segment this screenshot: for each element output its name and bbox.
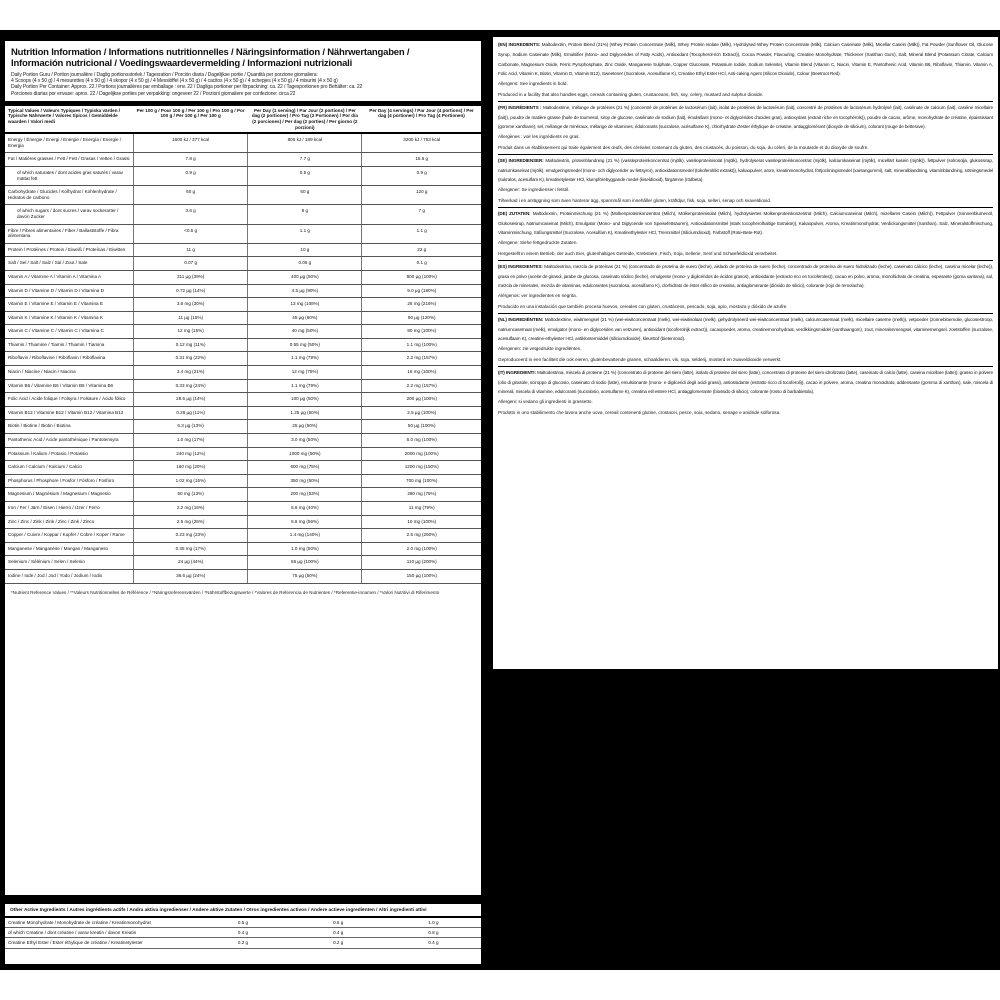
- ingredient-text: [498, 368, 993, 397]
- ingredient-block: [498, 262, 993, 314]
- value-per-day-4: 700 mg (100%): [362, 474, 481, 488]
- value-per-day-2: 1.4 mg (140%): [248, 529, 362, 543]
- serving-line: Daily Portion Per Container: Approx. 22 / Portions journalières par emballage : env. 22 / Dagliga portioner per förpackning: ca. 22 / Tagesportionen pro Behälter: ca. 22: [11, 84, 363, 91]
- allergen-statement: Allergeni: si vedano gli ingredienti in grassetto.: [498, 399, 593, 405]
- nutrition-row: [5, 243, 481, 257]
- nutrition-row: [5, 461, 481, 475]
- serving-line: 4 Scoops (4 x 50 g) / 4 mesurettes (4 x 50 g) / 4 skopor (4 x 50 g) / 4 Messlöffel (4 x 50 g) / 4 cacitos (4 x 50 g) / 4 schepjes (4 x 50 g) / 4 misurini (4 x 50 g): [11, 78, 338, 85]
- language-label: (NL) INGREDIËNTEN:: [498, 316, 544, 322]
- nutrition-row: [5, 556, 481, 570]
- serving-line: Daily Portion Guru / Portion journalière / Daglig portionsstorlek / Tagesration / Porción diaria / Dagelijkse portie / Quantità per porzione giornaliera:: [11, 72, 318, 78]
- value-per-day-2: 1.25 µg (50%): [248, 406, 362, 420]
- nutrient-name: Pantothenic Acid / Acide pantothénique / Pantotensyra: [5, 434, 134, 448]
- value-per-100g: 0.5 g: [195, 918, 290, 928]
- value-per-day-2: 1000 mg (50%): [248, 447, 362, 461]
- value-per-100g: 2.2 mg (16%): [134, 502, 248, 516]
- ingredient-list: Maltodextrine, eiwitmengsel (21 %) (wei-eiwitconcentraat (melk), wei-eiwitisolaat (melk), gehydrolyseerd wei-eiwitconcentraat (melk), calciumcaseïnaat (melk), micellaire caseïne (melk)), vetpoeder (zonnebloemolie, glucosestroop, natriumcaseïnaat (melk), emulgator (mono- en diglyceriden van vetzuren), antioxidant (tocoferolrijk extract)), cacaopoeder, aroma, creatinemonohydraat, verdikkingsmiddel (xanthaangom), zout, mineralenmengsel, vitaminemengsel, zoetstoffen (sucralose, acesulfaam K), creatine-ethylester HCl, antiklontermiddel (siliciumdioxide), kleurstof (bietenrood).: [498, 316, 993, 342]
- header-typical-values: Typical Values / Valeurs Typiques / Typiska värden / Typische Nährwerte / Valores típicos / Gemiddelde waarden / Valori medi: [5, 106, 134, 133]
- value-per-day-4: 2.5 µg (100%): [362, 406, 481, 420]
- value-per-day-4: 3200 kJ / 753 kcal: [362, 133, 481, 153]
- value-per-day-2: 0.2 g: [291, 938, 386, 948]
- value-per-100g: 240 mg (12%): [134, 447, 248, 461]
- nutrition-row: [5, 379, 481, 393]
- value-per-day-4: 2.0 mg (100%): [362, 542, 481, 556]
- nutrient-name: of which saturates / dont acides gras saturés / varav mättat fett: [5, 166, 134, 185]
- ingredient-block: [498, 209, 993, 261]
- value-per-day-4: 26 mg (216%): [362, 298, 481, 312]
- value-per-day-4: 11 mg (79%): [362, 502, 481, 516]
- language-label: (FR) INGRÉDIENTS :: [498, 104, 542, 110]
- value-per-day-4: 15.6 g: [362, 153, 481, 167]
- value-per-100g: 60 g: [134, 186, 248, 205]
- nutrition-row: [5, 502, 481, 516]
- section-divider: [498, 260, 993, 261]
- nutrient-name: Riboflavin / Riboflavine / Riboflavin / Riboflavina: [5, 352, 134, 366]
- nutrient-name: Vitamin D / Vitamine D / Vitamin D / Vitamina D: [5, 284, 134, 298]
- nutrition-table-body: [5, 133, 481, 583]
- nutrition-row: [5, 153, 481, 167]
- nutrient-name: Thiamin / Thiamine / Tiamin / Thiamin / Tiamina: [5, 338, 134, 352]
- nutrient-name: Biotin / Biotine / Biotin / Biotina: [5, 420, 134, 434]
- nutrient-name: Vitamin A / Vitamine A / Vitamin A / Vitamina A: [5, 270, 134, 284]
- facility-note: Hergestellt in einem Betrieb, der auch Eier, glutenhaltiges Getreide, Krebstiere, Fisch, Soja, Sellerie, Senf und Schwefeldioxid verarbeitet.: [498, 250, 778, 256]
- value-per-day-4: 9.0 µg (180%): [362, 284, 481, 298]
- facility-note: Tillverkad i en anläggning som även hanterar ägg, spannmål som innehåller gluten, kräftdjur, fisk, soja, selleri, senap och svaveldioxid.: [498, 197, 772, 203]
- facility-note: Prodotto in uno stabilimento che lavora anche uova, cereali contenenti glutine, crostacei, pesce, soia, sedano, senape e anidride solforosa.: [498, 409, 781, 415]
- nutrition-row: [5, 325, 481, 339]
- nutrition-row: [5, 366, 481, 380]
- nutrition-row: [5, 393, 481, 407]
- value-per-100g: 0.12 mg (11%): [134, 338, 248, 352]
- value-per-day-4: 1.1 mg (100%): [362, 338, 481, 352]
- nutrient-name: Fat / Matières grasses / Fett / Fett / Grasas / Vetten / Grassi: [5, 153, 134, 167]
- value-per-day-4: 6.0 mg (100%): [362, 434, 481, 448]
- value-per-day-2: 45 µg (60%): [248, 311, 362, 325]
- value-per-100g: 0.07 g: [134, 257, 248, 271]
- allergen-statement: Allergener: Se ingredienser i fetstil.: [498, 187, 570, 193]
- ingredient-name: Creatine Monohydrate / Monohydrate de créatine / Kreatinmonohydrat: [5, 918, 195, 928]
- value-per-day-2: 0.55 mg (50%): [248, 338, 362, 352]
- language-label: (SE) INGREDIENSER:: [498, 157, 544, 163]
- serving-line: Porciones diarias por envase: aprox. 22 / Dagelijkse porties per verpakking: ongeveer 22 / Porzioni giornaliere per confezione: circa 22: [11, 90, 296, 97]
- nutrient-name: Copper / Cuivre / Koppar / Kupfer / Cobre / Koper / Rame: [5, 529, 134, 543]
- other-ingredient-row: [5, 918, 481, 928]
- value-per-day-2: 3.0 mg (50%): [248, 434, 362, 448]
- nutrition-row: [5, 311, 481, 325]
- ingredient-text: [498, 156, 993, 185]
- header-per-day-4: Per Day (4 servings) / Par Jour (4 portions) / Per dag (4 portioner) / Pro Tag (4 Portionen): [362, 106, 481, 133]
- value-per-100g: 1.0 mg (17%): [134, 434, 248, 448]
- serving-info: [11, 72, 475, 97]
- nutrition-row: [5, 352, 481, 366]
- other-ingredients-body: [5, 918, 481, 949]
- value-per-day-2: 800 kJ / 189 kcal: [248, 133, 362, 153]
- value-per-day-2: 8 g: [248, 205, 362, 224]
- nutrition-row: [5, 488, 481, 502]
- nutrient-name: Fibre / Fibres alimentaires / Fiber / Ballaststoffe / Fibra alimentaria: [5, 224, 134, 243]
- value-per-day-2: 10 g: [248, 243, 362, 257]
- value-per-100g: 0.72 µg (14%): [134, 284, 248, 298]
- value-per-100g: 24 µg (44%): [134, 556, 248, 570]
- language-label: (DE) ZUTATEN:: [498, 210, 531, 216]
- nutrient-name: Carbohydrate / Glucides / Kolhydrat / Kohlenhydrate / Hidratos de carbono: [5, 186, 134, 205]
- nutrition-title-line-2: Información nutricional / Voedingswaardevermelding / Informazioni nutrizionali: [11, 58, 353, 69]
- facility-note: Producido en una instalación que también procesa huevos, cereales con gluten, crustáceos, pescado, soja, apio, mostaza y dióxido de azufre.: [498, 303, 788, 309]
- nutrient-name: Manganese / Manganèse / Mangan / Manganeso: [5, 542, 134, 556]
- value-per-day-4: 1.0 g: [386, 918, 481, 928]
- value-per-100g: 311 µg (39%): [134, 270, 248, 284]
- ingredient-block: [498, 368, 993, 418]
- value-per-day-4: 22 g: [362, 243, 481, 257]
- value-per-day-4: 280 mg (75%): [362, 488, 481, 502]
- value-per-day-4: 1.1 g: [362, 224, 481, 243]
- ingredient-list: Maltodextrin, Protein Blend (21%) (Whey Protein Concentrate (Milk), Whey Protein Isolate (Milk), Hydrolysed Whey Protein Concentrate (Milk), Calcium Caseinate (Milk), Micellar Casein (Milk)), Fat Powder (Sunflower Oil, Glucose Syrup, Sodium Caseinate (Milk), Emulsifier (Mono- and Diglycerides of Fatty Acids), Antioxidant (Tocopherol-rich Extract)), Cocoa Powder, Flavouring, Creatine Monohydrate, Thickener (Xanthan Gum), Salt, Mineral Blend (Potassium Citrate, Calcium Carbonate, Magnesium Oxide, Ferric Pyrophosphate, Zinc Oxide, Manganese Sulphate, Copper Gluconate, Potassium Iodide, Sodium Selenite), Vitamin Blend (Vitamin C, Niacin, Vitamin E, Pantothenic Acid, Vitamin B6, Riboflavin, Thiamin, Vitamin A, Folic Acid, Vitamin K, Biotin, Vitamin D, Vitamin B12), Sweetener (Sucralose, Acesulfame K), Creatine Ethyl Ester HCl, Anti-caking Agent (Silicon Dioxide), Colour (Beetroot Red).: [498, 42, 993, 77]
- value-per-day-4: 800 µg (100%): [362, 270, 481, 284]
- value-per-day-2: 0.5 g: [248, 166, 362, 185]
- reference-note: *Nutrient Reference Values / **Valeurs Nutritionnelles de Référence / *Näringsreferensvärden / *Nährstoffbezugswerte / *Valores de Referencia de Nutrientes / *Referentie-innamen / *Valori Nutritivi di Riferimento: [11, 589, 440, 595]
- ingredient-block: [498, 103, 993, 155]
- value-per-day-2: 0.5 g: [291, 918, 386, 928]
- value-per-day-4: 1200 mg (150%): [362, 461, 481, 475]
- ingredient-list: Maltodextrin, Proteinmischung (21 %) (Molkenproteinkonzentrat (Milch), Molkenproteinisolat (Milch), hydrolysiertes Molkenproteinkonzentrat (Milch), Calciumcaseinat (Milch), mizellares Casein (Milch)), Fettpulver (Sonnenblumenöl, Glukosesirup, Natriumcaseinat (Milch), Emulgator (Mono- und Diglyceride von Speisefettsäuren), Antioxidationsmittel (stark tocopherolhaltige Extrakte)), Kakaopulver, Aroma, Kreatinmonohydrat, Verdickungsmittel (Xanthan), Salz, Mineralstoffmischung, Vitaminmischung, Süßungsmittel (Sucralose, Acesulfam K), Kreatinethylester HCl, Trennmittel (Siliciumdioxid), Farbstoff (Rote-Bete-Rot).: [498, 210, 993, 236]
- facility-note: Produit dans un établissement qui traite également des œufs, des céréales contenant du gluten, des crustacés, du poisson, du soja, du céleri, de la moutarde et du dioxyde de soufre.: [498, 144, 869, 150]
- value-per-100g: 0.35 mg (17%): [134, 542, 248, 556]
- value-per-day-2: 25 µg (50%): [248, 420, 362, 434]
- nutrition-row: [5, 434, 481, 448]
- ingredients-panel: [493, 37, 998, 669]
- value-per-day-4: 2.5 mg (250%): [362, 529, 481, 543]
- nutrient-name: Salt / Sel / Salt / Salz / Sal / Zout / Sale: [5, 257, 134, 271]
- value-per-100g: 28.5 µg (14%): [134, 393, 248, 407]
- ingredient-list: Maltodextrin, proteinblandning (21 %) (vassleproteinkoncentrat (mjölk), vassleproteinisolat (mjölk), hydrolyserat vassleproteinkoncentrat (mjölk), kalciumkaseinat (mjölk), micellärt kasein (mjölk)), fettpulver (solrosolja, glukossirap, natriumkaseinat (mjölk), emulgeringsmedel (mono- och diglycerider av fettsyror), antioxidationsmedel (tokoferolrikt extrakt)), kakaopulver, arom, kreatinmonohydrat, förtjockningsmedel (xantangummi), salt, mineralblandning, vitaminblandning, sötningsmedel (sukralos, acesulfam K), kreatinetylester HCl, klumpförebyggande medel (kiseldioxid), färgämne (rödbeta).: [498, 157, 993, 183]
- value-per-day-2: 7.7 g: [248, 153, 362, 167]
- value-per-100g: 0.33 mg (24%): [134, 379, 248, 393]
- value-per-100g: 0.4 g: [195, 928, 290, 938]
- language-label: (EN) INGREDIENTS:: [498, 42, 541, 47]
- value-per-day-2: 5.6 mg (56%): [248, 515, 362, 529]
- nutrient-name: Energy / Énergie / Energi / Energie / Energía / Energie / Energia: [5, 133, 134, 153]
- value-per-100g: 0.9 g: [134, 166, 248, 185]
- value-per-100g: 1.02 mg (15%): [134, 474, 248, 488]
- facility-note: Geproduceerd in een faciliteit die ook eieren, glutenbevattende granen, schaaldieren, vis, soja, selderij, mosterd en zwaveldioxide verwerkt.: [498, 356, 782, 362]
- ingredient-block: [498, 40, 993, 102]
- value-per-day-2: 0.05 g: [248, 257, 362, 271]
- value-per-100g: 0.23 mg (23%): [134, 529, 248, 543]
- value-per-100g: 2.5 mg (25%): [134, 515, 248, 529]
- nutrition-row: [5, 205, 481, 224]
- nutrition-row: [5, 569, 481, 583]
- value-per-100g: 3.4 mg (21%): [134, 366, 248, 380]
- nutrition-row: [5, 257, 481, 271]
- value-per-day-2: 55 µg (100%): [248, 556, 362, 570]
- nutrition-row: [5, 542, 481, 556]
- value-per-100g: 6.3 µg (13%): [134, 420, 248, 434]
- nutrient-name: Folic Acid / Acide folique / Folsyra / Folsäure / Ácido fólico: [5, 393, 134, 407]
- section-divider: [498, 101, 993, 102]
- value-per-100g: 36.6 µg (24%): [134, 569, 248, 583]
- header-per-day-2: Per Day (1 serving) / Par Jour (2 portions) / Per dag (2 portioner) / Pro Tag (2 Portionen) / Por día (2 porciones) / Per dag (2 porties) / Per giorno (2 porzioni): [248, 106, 362, 133]
- nutrient-name: of which sugars / dont sucres / varav sockerarter / davon Zucker: [5, 205, 134, 224]
- nutrition-row: [5, 270, 481, 284]
- value-per-day-4: 150 µg (100%): [362, 569, 481, 583]
- allergen-statement: Allergens: See ingredients in bold.: [498, 81, 568, 87]
- allergen-statement: Alérgenos: ver ingredientes en negrita.: [498, 293, 577, 299]
- nutrition-row: [5, 298, 481, 312]
- value-per-day-2: 200 mg (53%): [248, 488, 362, 502]
- value-per-100g: 0.2 g: [195, 938, 290, 948]
- nutrition-row: [5, 338, 481, 352]
- nutrient-name: Phosphorus / Phosphore / Fosfor / Fósforo / Fosforo: [5, 474, 134, 488]
- value-per-day-2: 60 g: [248, 186, 362, 205]
- language-label: (IT) INGREDIENTI:: [498, 369, 536, 375]
- value-per-day-4: 7 g: [362, 205, 481, 224]
- nutrition-row: [5, 186, 481, 205]
- section-divider: [498, 207, 993, 208]
- nutrition-row: [5, 406, 481, 420]
- value-per-day-2: 600 mg (75%): [248, 461, 362, 475]
- nutrient-name: Vitamin K / Vitamine K / Vitamin K / Vitamina K: [5, 311, 134, 325]
- nutrition-row: [5, 284, 481, 298]
- section-divider: [498, 313, 993, 314]
- value-per-day-4: 200 µg (100%): [362, 393, 481, 407]
- value-per-day-4: 10 mg (100%): [362, 515, 481, 529]
- value-per-day-2: 4.5 µg (90%): [248, 284, 362, 298]
- nutrition-row: [5, 447, 481, 461]
- value-per-day-2: 100 µg (50%): [248, 393, 362, 407]
- ingredient-list: Maltodestrina, miscela di proteine (21 %) (concentrato di proteine del siero (latte), isolato di proteine del siero (latte), concentrato di proteine del siero idrolizzato (latte), caseinato di calcio (latte), caseina micellare (latte)), grasso in polvere (olio di girasole, sciroppo di glucosio, caseinato di sodio (latte), emulsionante (mono- e digliceridi degli acidi grassi), antiossidante (estratto ricco di tocoferoli)), cacao in polvere, aroma, creatina monoidrato, addensante (gomma di xanthan), sale, miscela di minerali, miscela di vitamine, edulcoranti (sucralosio, acesulfame K), creatina etil estere HCl, antiagglomerante (biossido di silicio), colorante (rosso di barbabietola).: [498, 369, 993, 395]
- nutrition-row: [5, 529, 481, 543]
- allergen-statement: Allergènes : voir les ingrédients en gras.: [498, 134, 580, 140]
- nutrient-name: Calcium / Calcium / Kalcium / Calcio: [5, 461, 134, 475]
- nutrition-row: [5, 515, 481, 529]
- value-per-day-4: 0.9 g: [362, 166, 481, 185]
- nutrition-row: [5, 474, 481, 488]
- value-per-100g: 50 mg (13%): [134, 488, 248, 502]
- other-ingredient-row: [5, 928, 481, 938]
- nutrition-title-line-1: Nutrition Information / Informations nutritionnelles / Näringsinformation / Nährwertangaben /: [11, 47, 410, 58]
- other-ingredient-row: [5, 938, 481, 948]
- value-per-day-2: 0.4 g: [291, 928, 386, 938]
- ingredient-list: Maltodextrina, mezcla de proteínas (21 %) (concentrado de proteína de suero (leche), aislado de proteína de suero (leche), concentrado de proteína de suero hidrolizado (leche), caseinato cálcico (leche), caseína micelar (leche)), grasa en polvo (aceite de girasol, jarabe de glucosa, caseinato sódico (leche), emulgente (mono- y diglicéridos de ácidos grasos), antioxidante (extracto rico en tocoferoles)), cacao en polvo, aroma, monohidrato de creatina, espesante (goma xantana), sal, mezcla de minerales, mezcla de vitaminas, edulcorantes (sucralosa, acesulfamo K), clorhidrato de éster etílico de creatina, antiaglomerante (dióxido de silicio), colorante (rojo de remolacha).: [498, 263, 993, 289]
- value-per-100g: 0.28 µg (11%): [134, 406, 248, 420]
- value-per-day-4: 120 g: [362, 186, 481, 205]
- nutrition-row: [5, 420, 481, 434]
- nutrient-name: Protein / Protéines / Protein / Eiweiß / Proteínas / Eiwitten: [5, 243, 134, 257]
- value-per-day-2: 12 mg (75%): [248, 366, 362, 380]
- value-per-100g: 0.31 mg (22%): [134, 352, 248, 366]
- nutrient-name: Selenium / Sélénium / Selen / Selenio: [5, 556, 134, 570]
- value-per-100g: 160 mg (20%): [134, 461, 248, 475]
- value-per-day-4: 90 µg (120%): [362, 311, 481, 325]
- value-per-day-2: 75 µg (50%): [248, 569, 362, 583]
- ingredient-block: [498, 156, 993, 208]
- value-per-day-2: 1.0 mg (50%): [248, 542, 362, 556]
- nutrition-panel: [4, 40, 482, 896]
- ingredient-text: [498, 315, 993, 344]
- value-per-day-4: 2.2 mg (157%): [362, 352, 481, 366]
- nutrient-name: Iron / Fer / Järn / Eisen / Hierro / IJzer / Ferro: [5, 502, 134, 516]
- value-per-100g: <0.5 g: [134, 224, 248, 243]
- nutrient-name: Vitamin B6 / Vitamine B6 / Vitamin B6 / Vitamina B6: [5, 379, 134, 393]
- ingredient-name: of which Creatine / dont créatine / varav kreatin / davon Kreatin: [5, 928, 195, 938]
- facility-note: Produced in a facility that also handles eggs, cereals containing gluten, crustaceans, fish, soy, celery, mustard and sulphur dioxide.: [498, 91, 764, 97]
- ingredient-text: [498, 103, 993, 132]
- other-ingredients-heading: Other Active Ingredients / Autres ingrédients actifs / Andra aktiva ingredienser / Andere aktive Zutaten / Otros ingredientes activos / Andere actieve ingrediënten / Altri ingredienti attivi: [5, 904, 481, 918]
- other-ingredients-panel: [4, 903, 482, 965]
- language-label: (ES) INGREDIENTES:: [498, 263, 543, 269]
- nutrient-name: Potassium / Kalium / Potasio / Potassio: [5, 447, 134, 461]
- value-per-day-4: 0.4 g: [386, 938, 481, 948]
- ingredient-text: [498, 40, 993, 79]
- header-per-100g: Per 100 g / Pour 100 g / Per 100 g / Pro 100 g / Por 100 g / Per 100 g / Per 100 g: [134, 106, 248, 133]
- allergen-statement: Allergenen: zie vetgedrukte ingrediënten.: [498, 346, 582, 352]
- value-per-100g: 11 µg (15%): [134, 311, 248, 325]
- value-per-day-2: 400 µg (50%): [248, 270, 362, 284]
- value-per-day-4: 110 µg (200%): [362, 556, 481, 570]
- ingredient-block: [498, 315, 993, 367]
- value-per-100g: 12 mg (15%): [134, 325, 248, 339]
- nutrition-row: [5, 166, 481, 185]
- nutrition-table-header: [5, 106, 481, 133]
- value-per-100g: 11 g: [134, 243, 248, 257]
- value-per-100g: 3.6 g: [134, 205, 248, 224]
- value-per-100g: 3.6 mg (30%): [134, 298, 248, 312]
- value-per-day-2: 13 mg (108%): [248, 298, 362, 312]
- nutrient-name: Niacin / Niacine / Niacin / Niacina: [5, 366, 134, 380]
- nutrient-name: Zinc / Zinc / Zink / Zink / Zinc / Zink / Zinco: [5, 515, 134, 529]
- value-per-day-4: 0.8 g: [386, 928, 481, 938]
- ingredient-text: [498, 262, 993, 291]
- value-per-day-2: 1.1 mg (79%): [248, 352, 362, 366]
- value-per-day-4: 2000 mg (100%): [362, 447, 481, 461]
- nutrient-name: Magnesium / Magnésium / Magnesium / Magnesio: [5, 488, 134, 502]
- ingredient-text: [498, 209, 993, 238]
- value-per-day-4: 80 mg (100%): [362, 325, 481, 339]
- section-divider: [498, 154, 993, 155]
- nutrient-name: Vitamin B12 / Vitamine B12 / Vitamin B12 / Vitamina B12: [5, 406, 134, 420]
- value-per-100g: 1600 kJ / 377 kcal: [134, 133, 248, 153]
- value-per-day-2: 5.6 mg (40%): [248, 502, 362, 516]
- section-divider: [498, 366, 993, 367]
- nutrition-row: [5, 224, 481, 243]
- nutrient-name: Vitamin C / Vitamine C / Vitamin C / Vitamina C: [5, 325, 134, 339]
- value-per-100g: 7.8 g: [134, 153, 248, 167]
- nutrition-row: [5, 133, 481, 153]
- value-per-day-4: 2.2 mg (157%): [362, 379, 481, 393]
- value-per-day-2: 40 mg (50%): [248, 325, 362, 339]
- nutrient-name: Vitamin E / Vitamine E / Vitamin E / Vitamina E: [5, 298, 134, 312]
- ingredient-list: Maltodextrine, mélange de protéines (21 %) (concentré de protéines de lactosérum (lait), isolat de protéines de lactosérum (lait), concentré de protéines de lactosérum hydrolysé (lait), caséinate de calcium (lait), caséine micellaire (lait)), poudre de matière grasse (huile de tournesol, sirop de glucose, caséinate de sodium (lait), émulsifiant (mono- et diglycérides d'acides gras), antioxydant (extrait riche en tocophérols)), poudre de cacao, arôme, monohydrate de créatine, épaississant (gomme xanthane), sel, mélange de minéraux, mélange de vitamines, édulcorants (sucralose, acésulfame K), chlorhydrate d'ester éthylique de créatine, antiagglomérant (dioxyde de silicium), colorant (rouge de betterave).: [498, 104, 993, 130]
- value-per-day-2: 1.1 g: [248, 224, 362, 243]
- value-per-day-4: 16 mg (100%): [362, 366, 481, 380]
- value-per-day-4: 0.1 g: [362, 257, 481, 271]
- nutrient-name: Iodine / Iode / Jod / Jod / Yodo / Jodium / Iodio: [5, 569, 134, 583]
- nutrition-header: [5, 41, 481, 97]
- allergen-statement: Allergene: Siehe fettgedruckte Zutaten.: [498, 240, 578, 246]
- value-per-day-2: 350 mg (50%): [248, 474, 362, 488]
- value-per-day-4: 50 µg (100%): [362, 420, 481, 434]
- other-ingredients-table: [5, 918, 481, 949]
- nutrition-table: [5, 106, 481, 584]
- ingredient-name: Creatine Ethyl Ester / Ester éthylique de créatine / Kreatinetylester: [5, 938, 195, 948]
- value-per-day-2: 1.1 mg (79%): [248, 379, 362, 393]
